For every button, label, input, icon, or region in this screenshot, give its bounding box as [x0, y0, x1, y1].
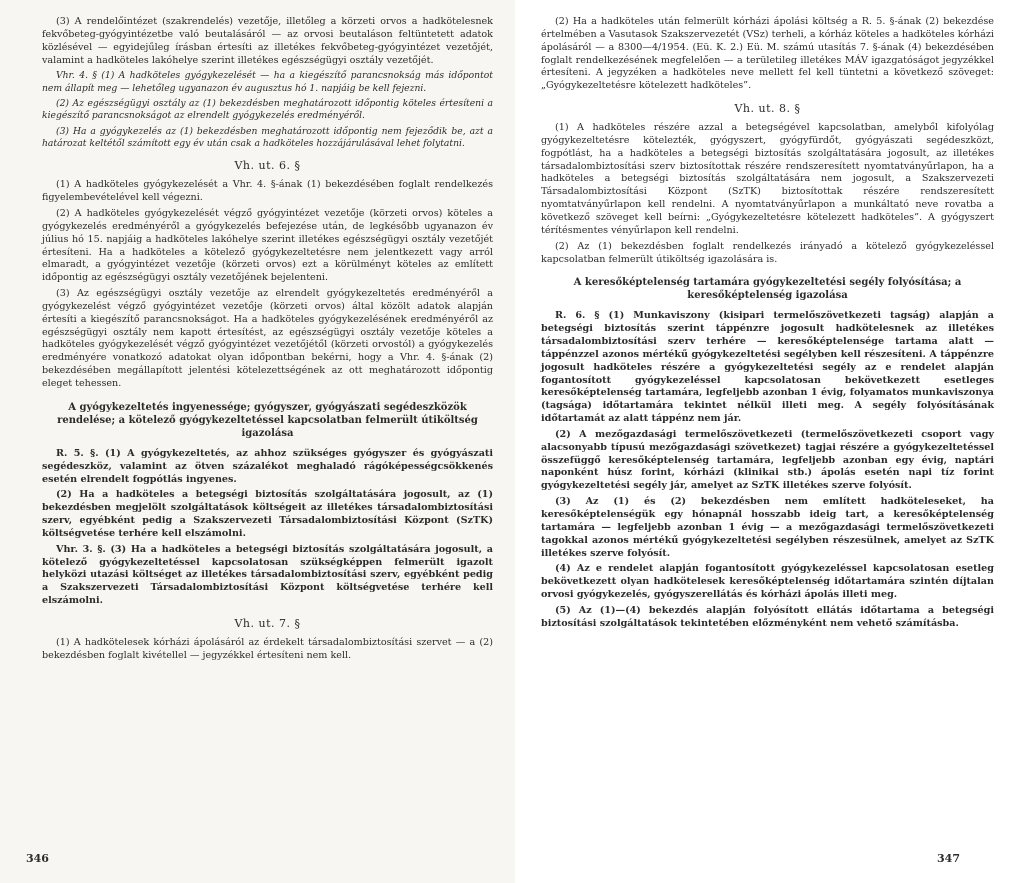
section-title: Vh. ut. 8. § — [734, 102, 801, 116]
italic-paragraph: (3) Ha a gyógykezelés az (1) bekezdésben meghatározott időpontig nem fejeződik be, azt a határozat keltétől számított egy év után csak a hadköteles hozzájárulásával lehet folytatni. — [42, 125, 493, 150]
paragraph: (3) Az (1) és (2) bekezdésben nem említett hadköteleseket, ha keresőképtelenségük egy hónapnál hosszabb ideig tart, a keresőképtelenség tartamára — legfeljebb azonban 1 évig — a mezőgazdasági termelőszövetkezeti tagokkal azonos mértékű gyógykezeltetési segélyben részesülnek, amelyet az SzTK illetékes szerve folyósít. — [541, 496, 994, 559]
paragraph: (1) A hadköteles gyógykezelését a Vhr. 4. §-ának (1) bekezdésében foglalt rendelkezés figyelembevételével kell végezni. — [42, 179, 493, 204]
paragraph: (2) Ha a hadköteles után felmerült kórházi ápolási költség a R. 5. §-ának (2) bekezdése értelmében a Vasutasok Szakszervezetét (VSz) terheli, a kórház köteles a hadköteles kórházi ápolásáról — a 8300—4/1954. (Eü. K. 2.) Eü. M. számú utasítás 7. §-ának (4) bekezdésében foglalt rendelkezésének megfelelően — a területileg illetékes MÁV igazgatóságot jegyzékkel értesíteni. A jegyzéken a hadköteles neve mellett fel kell tüntetni a következő szöveget: „Gyógykezeltetésre kötelezett hadköteles”. — [541, 16, 994, 92]
paragraph: (2) Az (1) bekezdésben foglalt rendelkezés irányadó a kötelező gyógykezeléssel kapcsolatban felmerült útiköltség igazolására is. — [541, 240, 994, 265]
paragraph: (2) A mezőgazdasági termelőszövetkezeti (termelőszövetkezeti csoport vagy alacsonyabb típusú mezőgazdasági szövetkezet) tagjai részére a gyógykezeltetéssel összefüggő keresőképtelenség tartamára, legfeljebb azonban egy évig, naptári naponként húsz forint, kórházi (klinikai stb.) ápolás esetén napi tíz forint gyógykezeltetési segély jár, amelyet az SzTK illetékes szerve folyósít. — [541, 428, 994, 492]
page-number: 347 — [937, 852, 960, 865]
paragraph: (4) Az e rendelet alapján fogantosított gyógykezeléssel kapcsolatosan esetleg bekövetkezett olyan hadkötelesek keresőképtelenség időtartamára szintén díjtalan orvosi gyógykezelés, gyógyszerellátás és kórházi ápolás illeti meg. — [541, 563, 994, 601]
section-heading: A gyógykezeltetés ingyenessége; gyógyszer, gyógyászati segédeszközök rendelése; a kötelező gyógykezeltetéssel kapcsolatban felmerült útiköltség igazolása — [57, 401, 478, 439]
paragraph: (2) A hadköteles gyógykezelését végző gyógyintézet vezetője (körzeti orvos) köteles a gyógykezelés eredményéről a gyógykezelés befejezése után, de legkésőbb ugyanazon év július hó 15. napjáig a hadköteles lakóhelye szerint illetékes egészségügyi osztály vezetőjét értesíteni. Ha a hadköteles a kötelező gyógykezeltetésre nem jelentkezett vagy arról elmaradt, a gyógyintézet vezetője (körzeti orvos) ezt a körülményt köteles az említett időpontig az egészségügyi osztály vezetőjének bejelenteni. — [42, 208, 493, 284]
section-heading: A keresőképtelenség tartamára gyógykezeltetési segély folyósítása; a keresőképtelenség igazolása — [573, 277, 962, 302]
paragraph: (3) A rendelőintézet (szakrendelés) vezetője, illetőleg a körzeti orvos a hadkötelesnek fekvőbeteg-gyógyintézetbe való beutalásáról — az orvosi beutaláson feltüntetett adatok közlésével — egyidejűleg írásban értesíti az illetékes fekvőbeteg-gyógyintézet vezetőjét, valamint a hadköteles lakóhelye szerint illetékes egészségügyi osztály vezetőjét. — [42, 16, 493, 66]
page-number: 346 — [26, 852, 49, 865]
section-title: Vh. ut. 7. § — [234, 616, 301, 630]
paragraph: R. 5. §. (1) A gyógykezeltetés, az ahhoz szükséges gyógyszer és gyógyászati segédeszköz, valamint az ötven százalékot meghaladó rágóképességcsökkenés esetén elrendelt fogpótlás ingyenes. — [42, 447, 493, 485]
section-title: Vh. ut. 6. § — [234, 159, 301, 173]
paragraph: (2) Ha a hadköteles a betegségi biztosítás szolgáltatására jogosult, az (1) bekezdésben megjelölt szolgáltatások költségeit az illetékes társadalombiztosítási szerv, egyébként pedig a Szakszervezeti Társadalombiztosítási Központ (SzTK) költségvetése terhére kell elszámolni. — [42, 489, 493, 539]
paragraph: Vhr. 3. §. (3) Ha a hadköteles a betegségi biztosítás szolgáltatására jogosult, a kötelező gyógykezeltetéssel kapcsolatosan szükségképpen felmerült igazolt helyközi utazási költséget az illetékes társadalombiztosítási szerv, egyébként pedig a Szakszervezeti Társadalombiztosítási Központ költségvetése terhére kell elszámolni. — [42, 543, 493, 607]
paragraph: (5) Az (1)—(4) bekezdés alapján folyósított ellátás időtartama a betegségi biztosítási szolgáltatások tekintetében előzményként nem vehető számításba. — [541, 604, 994, 629]
italic-paragraph: (2) Az egészségügyi osztály az (1) bekezdésben meghatározott időpontig köteles értesíteni a kiegészítő parancsnokságot az elrendelt gyógykezelés eredményéről. — [42, 98, 493, 122]
italic-paragraph: Vhr. 4. § (1) A hadköteles gyógykezelését — ha a kiegészítő parancsnokság más időpontot nem állapít meg — lehetőleg ugyanazon év augusztus hó 1. napjáig be kell fejezni. — [42, 70, 493, 94]
paragraph: (1) A hadköteles részére azzal a betegségével kapcsolatban, amelyből kifolyólag gyógykezeltetésre kötelezték, gyógyszert, gyógyfürdőt, gyógyászati segédeszközt, fogpótlást, ha a hadköteles a betegségi biztosítás szolgáltatására jogosult, az illetékes társadalombiztosítási szerv biztosítottak részére rendszeresített nyomtatványűrlapon, ha a hadköteles a betegségi biztosítás szolgáltatására nem jogosult, a Szakszervezeti Társadalombiztosítási Központ (SzTK) biztosítottak részére rendszeresített nyomtatványűrlapon kell rendelni. A nyomtatványűrlapon a munkáltató neve rovatba a következő szöveget kell beírni: „Gyógykezeltetésre kötelezett hadköteles”. A gyógyszert térítésmentes vényűrlapon kell rendelni. — [541, 122, 994, 236]
paragraph: (1) A hadkötelesek kórházi ápolásáról az érdekelt társadalombiztosítási szervet — a (2) bekezdésben foglalt kivétellel — jegyzékkel értesíteni nem kell. — [42, 636, 493, 661]
paragraph: (3) Az egészségügyi osztály vezetője az elrendelt gyógykezeltetés eredményéről a gyógykezelést végző gyógyintézet vezetője (körzeti orvos) által közölt adatok alapján értesíti a kiegészítő parancsnokságot. Ha a hadköteles gyógykezelésének eredményéről az egészségügyi osztály nem kapott értesítést, az egészségügyi osztály vezetője köteles a hadköteles gyógykezelését végző gyógyintézet vezetőjétől (körzeti orvostól) a gyógykezelés eredményére vonatkozó adatokat olyan időpontban bekérni, hogy a Vhr. 4. §-ának (2) bekezdésében megállapított jelentési kötelezettségének az ott meghatározott időpontig eleget tehessen. — [42, 288, 493, 389]
right-page — [515, 0, 1024, 883]
paragraph: R. 6. § (1) Munkaviszony (kisipari termelőszövetkezeti tagság) alapján a betegségi biztosítás szerint táppénzre jogosult hadkötelesnek az illetékes társadalombiztosítási szerv terhére — keresőképtelensége tartama alatt — táppénzzel azonos mértékű gyógykezeltetési segélyben kell részesíteni. A táppénzre jogosult hadköteles részére a gyógykezeltetési segély az e rendelet alapján fogantosított gyógykezeléssel kapcsolatosan bekövetkezett esetleges keresőképtelenség tartamára, legfeljebb azonban 1 évig, folyamatos munkaviszonya (tagsága) időtartamára tekintet nélkül illeti meg. A segély folyósításának időtartamát az alatt táppénz nem jár. — [541, 310, 994, 425]
